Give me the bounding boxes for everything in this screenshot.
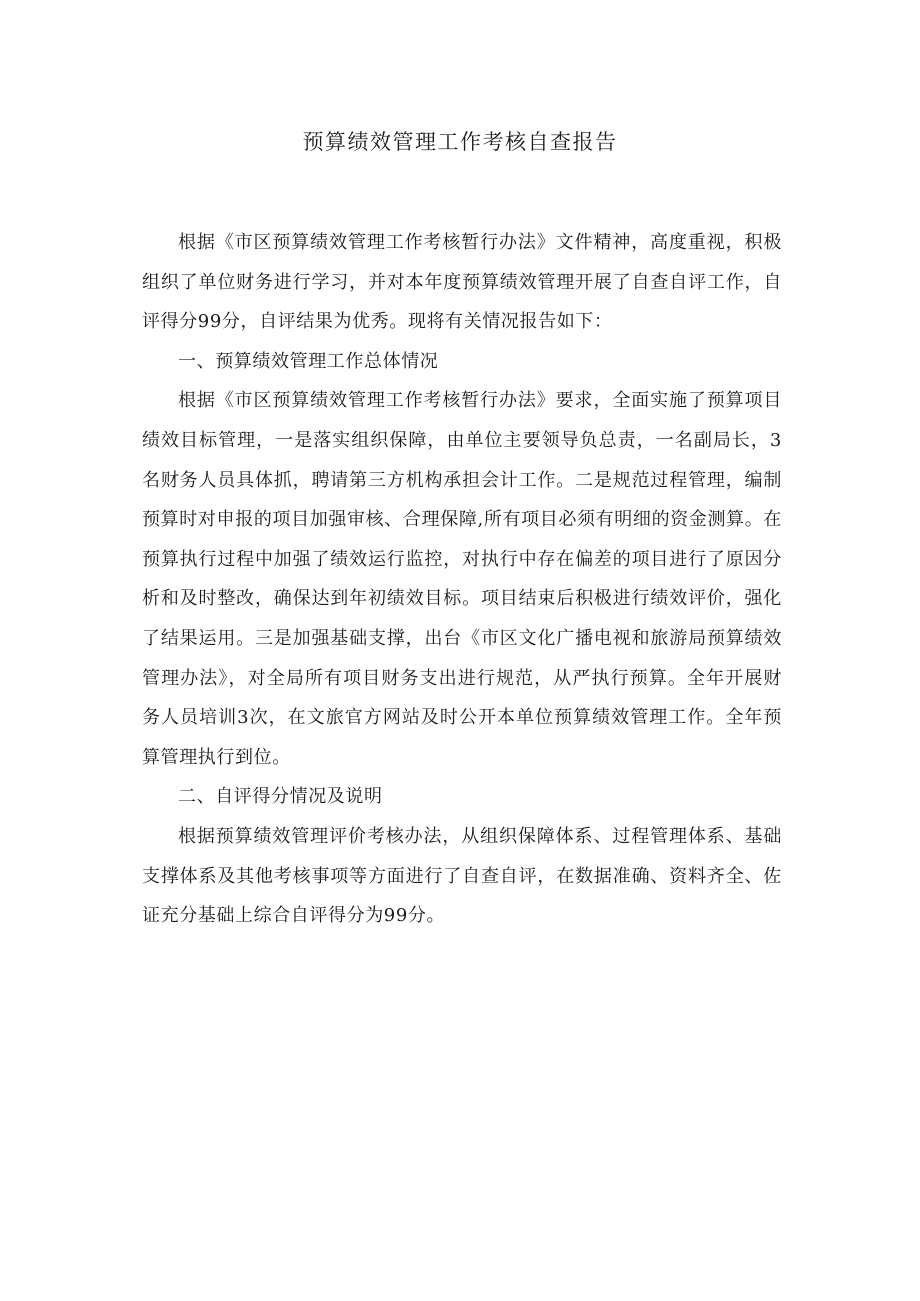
section-2-heading: 二、自评得分情况及说明	[178, 786, 383, 808]
document-body	[142, 223, 782, 936]
intro-paragraph: 根据《市区预算绩效管理工作考核暂行办法》文件精神，高度重视，积极组织了单位财务进行学习，并对本年度预算绩效管理开展了自查自评工作，自评得分99分，自评结果为优秀。现将有关情况报告如下：	[142, 232, 782, 333]
document-title: 预算绩效管理工作考核自查报告	[302, 130, 618, 154]
section-1-heading: 一、预算绩效管理工作总体情况	[178, 350, 439, 372]
section-2-paragraph: 根据预算绩效管理评价考核办法，从组织保障体系、过程管理体系、基础支撑体系及其他考核事项等方面进行了自查自评，在数据准确、资料齐全、佐证充分基础上综合自评得分为99分。	[142, 825, 782, 927]
section-1-paragraph: 根据《市区预算绩效管理工作考核暂行办法》要求，全面实施了预算项目绩效目标管理，一是落实组织保障，由单位主要领导负总责，一名副局长，3名财务人员具体抓，聘请第三方机构承担会计工作。二是规范过程管理，编制预算时对申报的项目加强审核、合理保障,所有项目必须有明细的资金测算。在预算执行过程中加强了绩效运行监控，对执行中存在偏差的项目进行了原因分析和及时整改，确保达到年初绩效目标。项目结束后积极进行绩效评价，强化了结果运用。三是加强基础支撑，出台《市区文化广播电视和旅游局预算绩效管理办法》，对全局所有项目财务支出进行规范，从严执行预算。全年开展财务人员培训3次，在文旅官方网站及时公开本单位预算绩效管理工作。全年预算管理执行到位。	[142, 390, 782, 768]
